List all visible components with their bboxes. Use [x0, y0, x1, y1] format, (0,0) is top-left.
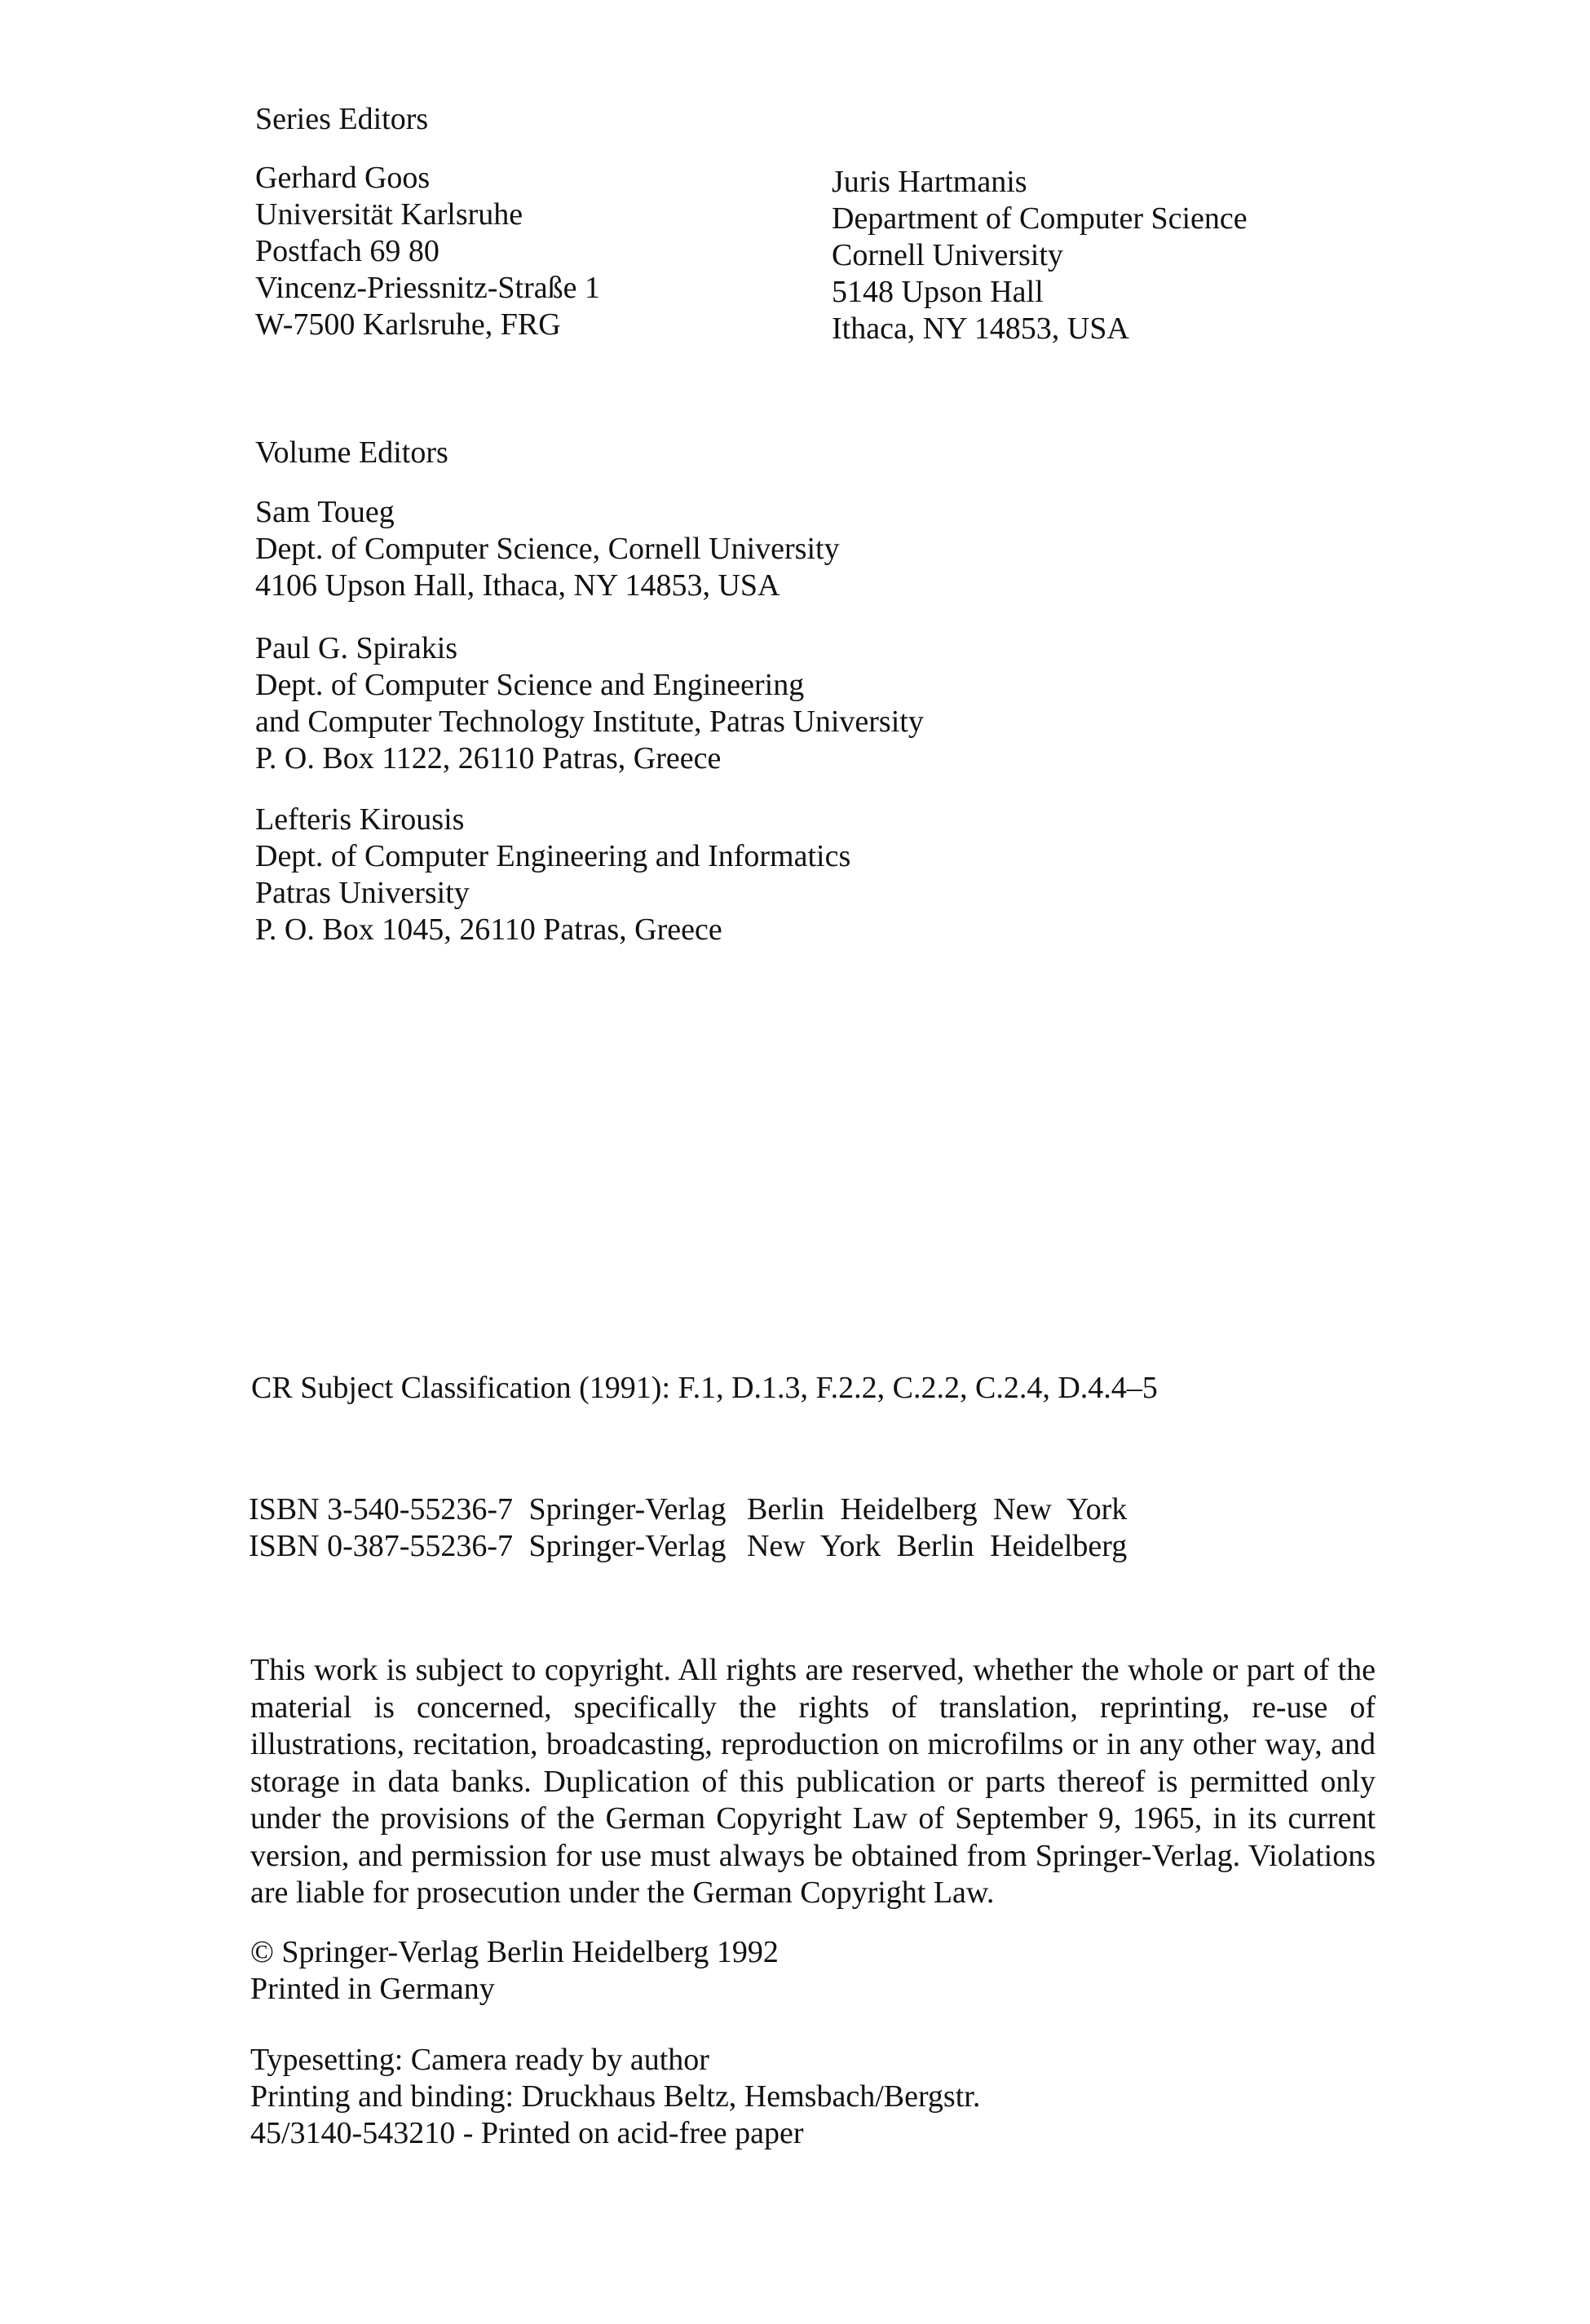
- address-line: Patras University: [255, 876, 470, 910]
- editor-name: Juris Hartmanis: [832, 165, 1027, 199]
- isbn-cities: New York Berlin Heidelberg: [746, 1529, 1128, 1563]
- editor-name: Gerhard Goos: [255, 161, 431, 195]
- cr-subject-classification: [251, 1370, 1158, 1407]
- address-line: Cornell University: [832, 238, 1063, 272]
- copyright-holder: © Springer-Verlag Berlin Heidelberg 1992: [250, 1935, 779, 1969]
- paper-line: 45/3140-543210 - Printed on acid-free paper: [250, 2116, 804, 2150]
- production-info: [250, 2042, 980, 2152]
- address-line: W-7500 Karlsruhe, FRG: [255, 307, 561, 342]
- isbn-cities: Berlin Heidelberg New York: [746, 1492, 1128, 1527]
- isbn-number: ISBN 0-387-55236-7: [249, 1529, 514, 1563]
- editor-name: Sam Toueg: [255, 495, 395, 529]
- address-line: 5148 Upson Hall: [832, 275, 1044, 309]
- isbn-publisher: Springer-Verlag: [528, 1492, 727, 1527]
- editor-name: Paul G. Spirakis: [255, 631, 458, 665]
- series-editor-goos: [255, 160, 600, 343]
- copyright-statement: [250, 1652, 1376, 1912]
- copyright-notice: [250, 1934, 779, 2008]
- address-line: 4106 Upson Hall, Ithaca, NY 14853, USA: [255, 568, 780, 603]
- address-line: Universität Karlsruhe: [255, 197, 523, 232]
- volume-editor-spirakis: [255, 630, 924, 777]
- printing-line: Printing and binding: Druckhaus Beltz, Hemsbach/Bergstr.: [250, 2079, 981, 2114]
- editor-name: Lefteris Kirousis: [255, 802, 465, 837]
- heading-text: Series Editors: [255, 102, 429, 136]
- address-line: P. O. Box 1122, 26110 Patras, Greece: [255, 741, 722, 775]
- isbn-list: [249, 1491, 1127, 1565]
- typesetting-line: Typesetting: Camera ready by author: [250, 2043, 709, 2077]
- address-line: Postfach 69 80: [255, 234, 439, 268]
- address-line: P. O. Box 1045, 26110 Patras, Greece: [255, 912, 722, 947]
- address-line: Dept. of Computer Engineering and Informatics: [255, 839, 851, 873]
- classification-text: CR Subject Classification (1991): F.1, D.1.3, F.2.2, C.2.2, C.2.4, D.4.4–5: [251, 1371, 1158, 1405]
- address-line: Ithaca, NY 14853, USA: [832, 311, 1129, 346]
- series-editors-heading: [255, 101, 428, 138]
- address-line: Dept. of Computer Science and Engineering: [255, 668, 805, 702]
- printed-in: Printed in Germany: [250, 1972, 495, 2006]
- isbn-number: ISBN 3-540-55236-7: [249, 1492, 514, 1527]
- address-line: Dept. of Computer Science, Cornell University: [255, 532, 840, 566]
- address-line: and Computer Technology Institute, Patras University: [255, 705, 924, 739]
- series-editor-hartmanis: [832, 164, 1248, 347]
- isbn-line: [249, 1528, 1127, 1565]
- address-line: Vincenz-Priessnitz-Straße 1: [255, 271, 600, 305]
- volume-editor-toueg: [255, 494, 840, 604]
- isbn-publisher: Springer-Verlag: [528, 1529, 727, 1563]
- volume-editor-kirousis: [255, 802, 850, 948]
- heading-text: Volume Editors: [255, 435, 448, 470]
- copyright-paragraph: This work is subject to copyright. All rights are reserved, whether the whole or part of the material is concerned, specifically the rights of translation, reprinting, re-use of illustrations, recitation, broadcasting, reproduction on microfilms or in any other way, and storage in data banks. Duplication of this publication or parts thereof is permitted only under the provisions of the German Copyright Law of September 9, 1965, in its current version, and permission for use must always be obtained from Springer-Verlag. Violations are liable for prosecution under the German Copyright Law.: [250, 1653, 1376, 1910]
- volume-editors-heading: [255, 435, 448, 471]
- isbn-line: [249, 1491, 1127, 1528]
- address-line: Department of Computer Science: [832, 201, 1248, 236]
